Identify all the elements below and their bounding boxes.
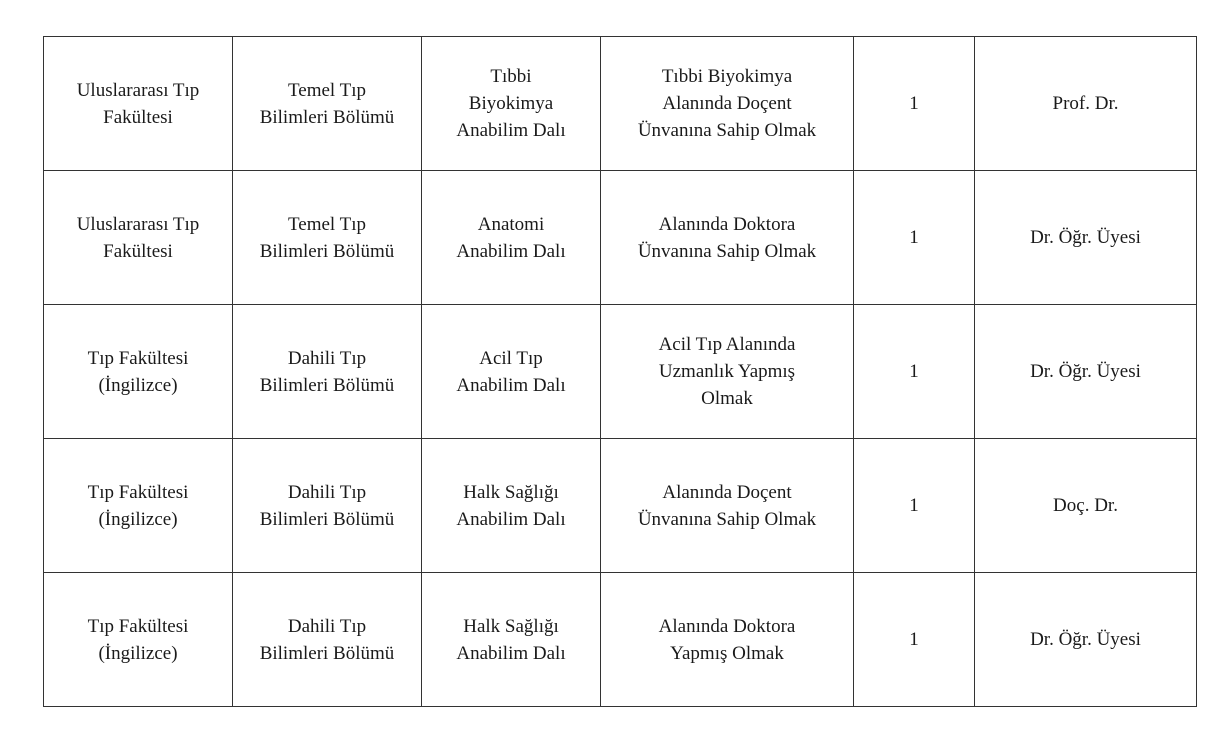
requirement-cell [601, 171, 854, 305]
faculty-line: Fakültesi [103, 106, 173, 128]
count-cell: 1 [854, 573, 975, 707]
table-row [44, 573, 1197, 707]
department-line: Bilimleri Bölümü [259, 240, 395, 262]
department-line: Dahili Tıp [287, 481, 367, 503]
requirement-line: Yapmış Olmak [670, 642, 784, 664]
division-line: Tıbbi [490, 66, 532, 87]
division-line: Halk Sağlığı [463, 615, 559, 637]
division-cell [422, 573, 601, 707]
requirement-cell [601, 573, 854, 707]
title-cell: Dr. Öğr. Üyesi [975, 573, 1197, 707]
requirement-line: Ünvanına Sahip Olmak [637, 120, 817, 141]
division-line: Anabilim Dalı [456, 240, 566, 262]
requirement-line: Alanında Doktora [658, 615, 796, 637]
count-cell: 1 [854, 305, 975, 439]
faculty-line: (İngilizce) [98, 508, 178, 530]
table-row [44, 171, 1197, 305]
requirement-cell [601, 439, 854, 573]
requirement-line: Uzmanlık Yapmış [658, 361, 796, 382]
count-cell: 1 [854, 37, 975, 171]
department-line: Temel Tıp [288, 213, 366, 235]
division-cell [422, 305, 601, 439]
requirement-line: Alanında Doktora [658, 213, 796, 235]
division-line: Anabilim Dalı [456, 508, 566, 530]
division-line: Anabilim Dalı [456, 120, 566, 141]
requirement-line: Alanında Doçent [662, 481, 792, 503]
division-line: Halk Sağlığı [463, 481, 559, 503]
position-table [43, 36, 1197, 707]
table-row [44, 305, 1197, 439]
faculty-line: Tıp Fakültesi [87, 481, 189, 503]
requirement-cell [601, 305, 854, 439]
faculty-cell [44, 439, 233, 573]
table-row [44, 37, 1197, 171]
department-line: Bilimleri Bölümü [259, 106, 395, 128]
faculty-cell [44, 573, 233, 707]
title-cell: Prof. Dr. [975, 37, 1197, 171]
faculty-line: Uluslararası Tıp [76, 79, 200, 101]
division-line: Acil Tıp [479, 347, 543, 369]
faculty-cell [44, 171, 233, 305]
department-line: Bilimleri Bölümü [259, 642, 395, 664]
faculty-line: Tıp Fakültesi [87, 347, 189, 369]
department-line: Temel Tıp [288, 79, 366, 101]
table-body [44, 37, 1197, 707]
department-cell [233, 573, 422, 707]
faculty-cell [44, 305, 233, 439]
title-cell: Dr. Öğr. Üyesi [975, 171, 1197, 305]
requirement-line: Tıbbi Biyokimya [661, 66, 793, 87]
division-line: Anatomi [477, 213, 545, 235]
division-line: Biyokimya [468, 93, 554, 114]
department-line: Dahili Tıp [287, 347, 367, 369]
division-line: Anabilim Dalı [456, 642, 566, 664]
faculty-line: (İngilizce) [98, 642, 178, 664]
department-line: Dahili Tıp [287, 615, 367, 637]
faculty-line: (İngilizce) [98, 374, 178, 396]
faculty-cell [44, 37, 233, 171]
department-line: Bilimleri Bölümü [259, 374, 395, 396]
division-cell [422, 37, 601, 171]
count-cell: 1 [854, 439, 975, 573]
department-line: Bilimleri Bölümü [259, 508, 395, 530]
division-cell [422, 439, 601, 573]
faculty-line: Fakültesi [103, 240, 173, 262]
department-cell [233, 305, 422, 439]
division-cell [422, 171, 601, 305]
requirement-line: Olmak [701, 388, 753, 409]
requirement-line: Ünvanına Sahip Olmak [637, 240, 817, 262]
title-cell: Doç. Dr. [975, 439, 1197, 573]
department-cell [233, 171, 422, 305]
requirement-line: Alanında Doçent [662, 93, 792, 114]
faculty-line: Uluslararası Tıp [76, 213, 200, 235]
department-cell [233, 439, 422, 573]
table-row [44, 439, 1197, 573]
title-cell: Dr. Öğr. Üyesi [975, 305, 1197, 439]
count-cell: 1 [854, 171, 975, 305]
requirement-line: Acil Tıp Alanında [658, 334, 796, 355]
faculty-line: Tıp Fakültesi [87, 615, 189, 637]
position-table-container [43, 36, 1197, 707]
requirement-cell [601, 37, 854, 171]
requirement-line: Ünvanına Sahip Olmak [637, 508, 817, 530]
department-cell [233, 37, 422, 171]
division-line: Anabilim Dalı [456, 374, 566, 396]
